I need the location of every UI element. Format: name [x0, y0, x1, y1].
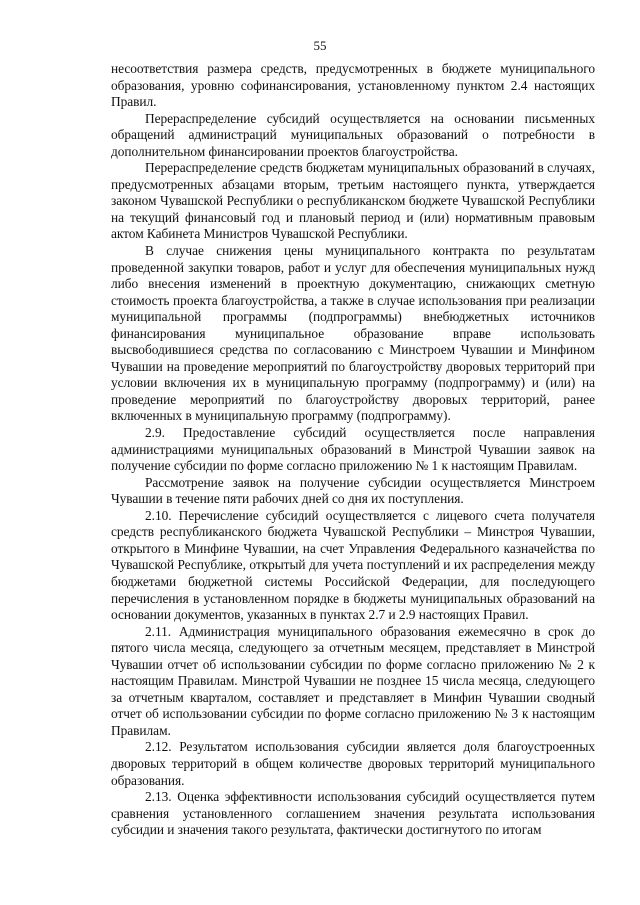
- paragraph: 2.10. Перечисление субсидий осуществляется с лицевого счета получателя средств республиканского бюджета Чувашской Республики – Минстроя Чувашии, открытого в Минфине Чувашии, на счет Управления Федерального казначейства по Чувашской Республике, открытый для учета поступлений и их распределения между бюджетами бюджетной системы Российской Федерации, для последующего перечисления в установленном порядке в бюджеты муниципальных образований на основании документов, указанных в пунктах 2.7 и 2.9 настоящих Правил.: [111, 507, 595, 623]
- paragraph: В случае снижения цены муниципального контракта по результатам проведенной закупки товаров, работ и услуг для обеспечения муниципальных нужд либо внесения изменений в проектную документацию, снижающих сметную стоимость проекта благоустройства, а также в случае использования при реализации муниципальной программы (подпрограммы) внебюджетных источников финансирования муниципальное образование вправе использовать высвободившиеся средства по согласованию с Минстроем Чувашии и Минфином Чувашии на проведение мероприятий по благоустройству дворовых территорий при условии включения их в муниципальную программу (подпрограмму) и (или) на проведение мероприятий по благоустройству дворовых территорий, ранее включенных в муниципальную программу (подпрограмму).: [111, 243, 595, 424]
- paragraph: 2.13. Оценка эффективности использования субсидий осуществляется путем сравнения установленного соглашением значения результата использования субсидии и значения такого результата, фактически достигнутого по итогам: [111, 789, 595, 838]
- paragraph: 2.12. Результатом использования субсидии является доля благоустроенных дворовых территорий в общем количестве дворовых территорий муниципального образования.: [111, 739, 595, 788]
- page-number: 55: [313, 38, 327, 53]
- paragraph: Перераспределение средств бюджетам муниципальных образований в случаях, предусмотренных абзацами вторым, третьим настоящего пункта, утверждается законом Чувашской Республики о республиканском бюджете Чувашской Республики на текущий финансовый год и плановый период и (или) нормативным правовым актом Кабинета Министров Чувашской Республики.: [111, 160, 595, 242]
- paragraph: 2.9. Предоставление субсидий осуществляется после направления администрациями муниципальных образований в Минстрой Чувашии заявок на получение субсидии по форме согласно приложению № 1 к настоящим Правилам.: [111, 425, 595, 474]
- paragraph: Перераспределение субсидий осуществляется на основании письменных обращений администраций муниципальных образований о потребности в дополнительном финансировании проектов благоустройства.: [111, 110, 595, 159]
- document-body: [111, 61, 595, 839]
- paragraph: несоответствия размера средств, предусмотренных в бюджете муниципального образования, уровню софинансирования, установленному пунктом 2.4 настоящих Правил.: [111, 61, 595, 110]
- paragraph: Рассмотрение заявок на получение субсидии осуществляется Минстроем Чувашии в течение пяти рабочих дней со дня их поступления.: [111, 474, 595, 507]
- paragraph: 2.11. Администрация муниципального образования ежемесячно в срок до пятого числа месяца, следующего за отчетным месяцем, представляет в Минстрой Чувашии отчет об использовании субсидии по форме согласно приложению № 2 к настоящим Правилам. Минстрой Чувашии не позднее 15 числа месяца, следующего за отчетным кварталом, составляет и представляет в Минфин Чувашии сводный отчет об использовании субсидии по форме согласно приложению № 3 к настоящим Правилам.: [111, 623, 595, 738]
